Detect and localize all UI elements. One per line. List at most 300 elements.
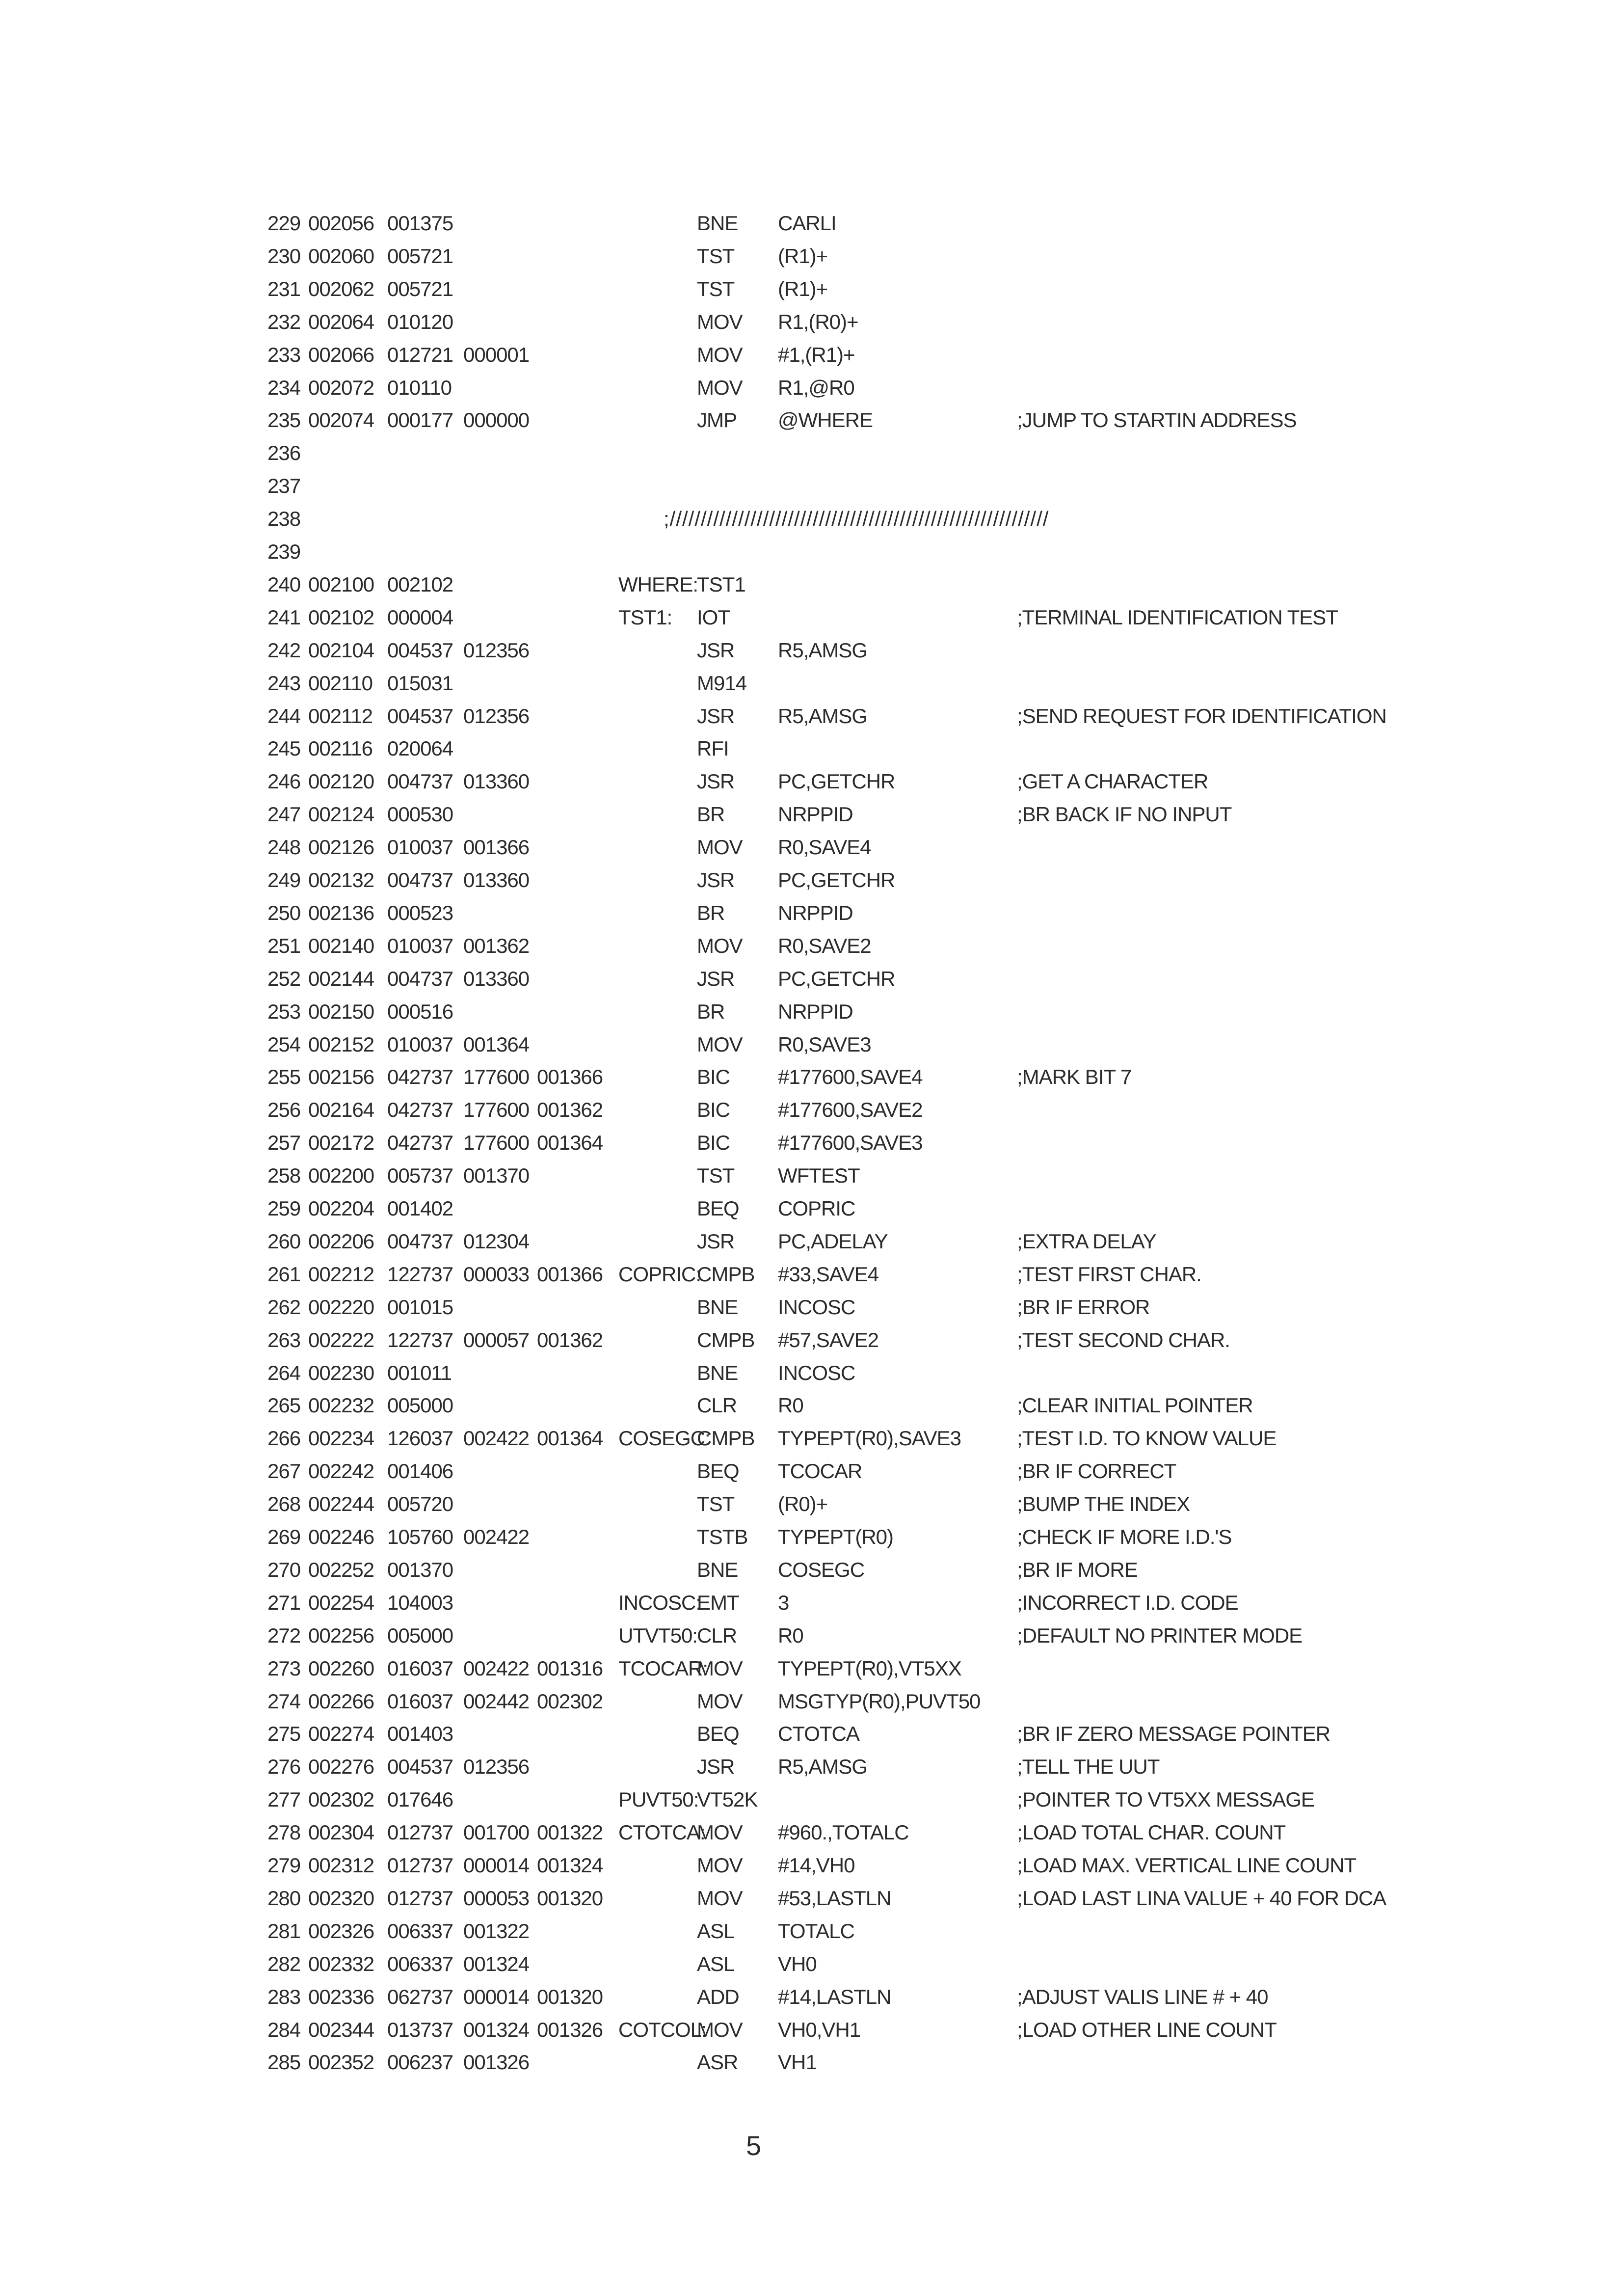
operand: R0,SAVE3 [778,1032,871,1056]
line-number: 229 [267,212,301,235]
comment: ;TERMINAL IDENTIFICATION TEST [1017,605,1338,629]
object-word-2: 001322 [463,1919,530,1943]
line-number: 257 [267,1131,301,1155]
object-word-3: 001320 [537,1985,603,2008]
line-number: 231 [267,277,301,300]
listing-line [0,1849,1623,1882]
opcode: CLR [697,1394,737,1417]
listing-line [0,897,1623,929]
address: 002164 [308,1098,374,1122]
listing-line [0,1094,1623,1126]
line-number: 275 [267,1722,301,1746]
opcode: TSTB [697,1525,748,1548]
object-word-1: 005000 [387,1394,453,1417]
address: 002072 [308,376,374,399]
operand: TYPEPT(R0) [778,1525,894,1548]
operand: TYPEPT(R0),VT5XX [778,1656,961,1680]
operand: R0,SAVE2 [778,934,871,957]
object-word-2: 013360 [463,868,530,891]
comment: ;TELL THE UUT [1017,1755,1160,1779]
operand: R0 [778,1394,803,1417]
operand: CARLI [778,212,836,235]
address: 002206 [308,1229,374,1253]
line-number: 232 [267,310,301,333]
object-word-1: 016037 [387,1656,453,1680]
object-word-2: 012356 [463,1755,530,1779]
operand: NRPPID [778,803,853,826]
operand: #960.,TOTALC [778,1821,909,1844]
line-number: 260 [267,1229,301,1253]
object-word-2: 013360 [463,770,530,793]
opcode: MOV [697,1821,743,1844]
listing-line [0,1521,1623,1553]
object-word-1: 012737 [387,1821,453,1844]
object-word-1: 105760 [387,1525,453,1548]
listing-line [0,1981,1623,2013]
opcode: ASR [697,2051,738,2074]
label: COSEGC: [618,1427,710,1450]
line-number: 279 [267,1854,301,1877]
line-number: 259 [267,1197,301,1220]
object-word-1: 122737 [387,1328,453,1351]
line-number: 237 [267,474,301,498]
comment: ;JUMP TO STARTIN ADDRESS [1017,408,1297,432]
object-word-3: 001366 [537,1262,603,1286]
object-word-1: 104003 [387,1591,453,1614]
object-word-1: 017646 [387,1788,453,1811]
object-word-1: 004537 [387,638,453,662]
operand: #177600,SAVE4 [778,1065,923,1089]
opcode: CMPB [697,1427,755,1450]
listing-line [0,996,1623,1028]
listing-line [0,732,1623,765]
comment: ;TEST SECOND CHAR. [1017,1328,1230,1351]
listing-line [0,1028,1623,1061]
line-number: 273 [267,1656,301,1680]
object-word-1: 005000 [387,1623,453,1647]
address: 002150 [308,999,374,1023]
comment: ;BR IF CORRECT [1017,1459,1176,1483]
object-word-2: 001326 [463,2051,530,2074]
address: 002232 [308,1394,374,1417]
label: PUVT50: [618,1788,699,1811]
listing-line [0,831,1623,864]
object-word-1: 002102 [387,572,453,596]
object-word-2: 012356 [463,638,530,662]
line-number: 267 [267,1459,301,1483]
opcode: BNE [697,1558,738,1581]
object-word-2: 001700 [463,1821,530,1844]
opcode: BIC [697,1065,730,1089]
operand: #177600,SAVE3 [778,1131,923,1155]
listing-line [0,1652,1623,1685]
address: 002260 [308,1656,374,1680]
address: 002156 [308,1065,374,1089]
listing-line [0,536,1623,568]
operand: PC,ADELAY [778,1229,888,1253]
comment: ;POINTER TO VT5XX MESSAGE [1017,1788,1314,1811]
listing-line [0,1324,1623,1356]
opcode: JSR [697,770,735,793]
line-number: 241 [267,605,301,629]
address: 002104 [308,638,374,662]
object-word-3: 001366 [537,1065,603,1089]
line-number: 239 [267,540,301,563]
line-number: 234 [267,376,301,399]
opcode: TST [697,244,735,268]
opcode: CLR [697,1623,737,1647]
operand: PC,GETCHR [778,770,895,793]
address: 002320 [308,1886,374,1910]
label: TST1: [618,605,672,629]
object-word-2: 000033 [463,1262,530,1286]
address: 002120 [308,770,374,793]
opcode: BR [697,999,725,1023]
line-number: 236 [267,441,301,465]
operand: WFTEST [778,1164,860,1188]
object-word-1: 016037 [387,1689,453,1713]
listing-line [0,404,1623,436]
opcode: BEQ [697,1459,739,1483]
object-word-2: 012356 [463,704,530,728]
opcode: MOV [697,934,743,957]
opcode: IOT [697,605,730,629]
address: 002254 [308,1591,374,1614]
object-word-1: 126037 [387,1427,453,1450]
object-word-1: 005721 [387,277,453,300]
object-word-2: 177600 [463,1131,530,1155]
opcode: JSR [697,704,735,728]
address: 002332 [308,1952,374,1975]
object-word-1: 010037 [387,934,453,957]
operand: (R0)+ [778,1492,828,1516]
address: 002344 [308,2018,374,2041]
opcode: MOV [697,343,743,366]
opcode: BEQ [697,1722,739,1746]
opcode: MOV [697,2018,743,2041]
line-number: 261 [267,1262,301,1286]
opcode: BR [697,803,725,826]
listing-line [0,765,1623,798]
opcode: RFI [697,737,729,760]
line-number: 242 [267,638,301,662]
address: 002064 [308,310,374,333]
operand: #53,LASTLN [778,1886,891,1910]
object-word-1: 015031 [387,671,453,695]
listing-line [0,1225,1623,1258]
object-word-1: 001406 [387,1459,453,1483]
line-number: 251 [267,934,301,957]
address: 002172 [308,1131,374,1155]
object-word-3: 001364 [537,1427,603,1450]
opcode: JSR [697,967,735,990]
object-word-1: 004737 [387,1229,453,1253]
line-number: 233 [267,343,301,366]
line-number: 271 [267,1591,301,1614]
comment: ;CHECK IF MORE I.D.'S [1017,1525,1232,1548]
label: INCOSC: [618,1591,701,1614]
address: 002060 [308,244,374,268]
operand: #57,SAVE2 [778,1328,879,1351]
listing-line [0,1389,1623,1422]
opcode: BNE [697,212,738,235]
opcode: ASL [697,1919,735,1943]
opcode: MOV [697,376,743,399]
listing-line [0,2014,1623,2046]
operand: VH0,VH1 [778,2018,861,2041]
opcode: MOV [697,1032,743,1056]
opcode: TST [697,1164,735,1188]
listing-line [0,1685,1623,1718]
opcode: MOV [697,1886,743,1910]
address: 002140 [308,934,374,957]
line-number: 280 [267,1886,301,1910]
line-number: 266 [267,1427,301,1450]
operand: (R1)+ [778,277,828,300]
object-word-1: 001011 [387,1361,452,1384]
opcode: BEQ [697,1197,739,1220]
object-word-2: 012304 [463,1229,530,1253]
operand: R5,AMSG [778,638,868,662]
listing-line [0,1422,1623,1455]
listing-line [0,601,1623,634]
line-number: 284 [267,2018,301,2041]
object-word-2: 000001 [463,343,530,366]
object-word-1: 012737 [387,1886,453,1910]
listing-line [0,930,1623,962]
opcode: BIC [697,1098,730,1122]
listing-line [0,1816,1623,1849]
line-number: 278 [267,1821,301,1844]
object-word-1: 000523 [387,901,453,924]
opcode: ASL [697,1952,735,1975]
line-number: 258 [267,1164,301,1188]
object-word-2: 013360 [463,967,530,990]
object-word-1: 001370 [387,1558,453,1581]
operand: INCOSC [778,1295,855,1319]
operand: R1,(R0)+ [778,310,858,333]
operand: TCOCAR [778,1459,862,1483]
opcode: CMPB [697,1328,755,1351]
comment: ;CLEAR INITIAL POINTER [1017,1394,1253,1417]
object-word-2: 001324 [463,1952,530,1975]
object-word-1: 012721 [387,343,453,366]
line-number: 235 [267,408,301,432]
object-word-1: 001015 [387,1295,453,1319]
address: 002062 [308,277,374,300]
address: 002266 [308,1689,374,1713]
object-word-1: 004537 [387,1755,453,1779]
listing-line [0,1620,1623,1652]
operand: TYPEPT(R0),SAVE3 [778,1427,961,1450]
operand: #177600,SAVE2 [778,1098,923,1122]
operand: MSGTYP(R0),PUVT50 [778,1689,981,1713]
opcode: MOV [697,1854,743,1877]
listing-line [0,1357,1623,1389]
address: 002066 [308,343,374,366]
listing-line [0,1751,1623,1783]
object-word-1: 020064 [387,737,453,760]
object-word-1: 000530 [387,803,453,826]
object-word-1: 005721 [387,244,453,268]
listing-line [0,339,1623,371]
opcode: EMT [697,1591,739,1614]
address: 002144 [308,967,374,990]
listing-line [0,1192,1623,1225]
object-word-1: 004737 [387,967,453,990]
operand: 3 [778,1591,789,1614]
address: 002204 [308,1197,374,1220]
opcode: JMP [697,408,737,432]
operand: INCOSC [778,1361,855,1384]
comment: ;ADJUST VALIS LINE # + 40 [1017,1985,1268,2008]
line-number: 281 [267,1919,301,1943]
object-word-1: 042737 [387,1065,453,1089]
opcode: BNE [697,1295,738,1319]
address: 002244 [308,1492,374,1516]
listing-line [0,1783,1623,1816]
address: 002102 [308,605,374,629]
comment: ;DEFAULT NO PRINTER MODE [1017,1623,1303,1647]
operand: PC,GETCHR [778,868,895,891]
listing-line [0,1291,1623,1324]
object-word-3: 001322 [537,1821,603,1844]
listing-line [0,1718,1623,1750]
operand: VH1 [778,2051,817,2074]
listing-line [0,372,1623,404]
listing-line [0,306,1623,338]
comment: ;BR IF ZERO MESSAGE POINTER [1017,1722,1330,1746]
object-word-2: 001370 [463,1164,530,1188]
opcode: MOV [697,1689,743,1713]
line-number: 285 [267,2051,301,2074]
listing-line [0,700,1623,732]
listing-line [0,207,1623,240]
object-word-2: 001324 [463,2018,530,2041]
address: 002200 [308,1164,374,1188]
line-number: 256 [267,1098,301,1122]
line-number: 252 [267,967,301,990]
listing-line [0,1587,1623,1619]
object-word-3: 001316 [537,1656,603,1680]
separator-comment: ;///////////////////////////////////////////////////////////// [664,507,1049,531]
address: 002222 [308,1328,374,1351]
opcode: BR [697,901,725,924]
label: UTVT50: [618,1623,698,1647]
listing-line [0,1948,1623,1980]
address: 002220 [308,1295,374,1319]
operand: R5,AMSG [778,1755,868,1779]
operand: R0 [778,1623,803,1647]
comment: ;BUMP THE INDEX [1017,1492,1190,1516]
listing-line [0,273,1623,305]
address: 002116 [308,737,373,760]
object-word-1: 010037 [387,836,453,859]
object-word-1: 004737 [387,868,453,891]
address: 002304 [308,1821,374,1844]
object-word-3: 001320 [537,1886,603,1910]
address: 002256 [308,1623,374,1647]
address: 002302 [308,1788,374,1811]
operand: #14,LASTLN [778,1985,891,2008]
comment: ;INCORRECT I.D. CODE [1017,1591,1238,1614]
listing-line [0,1127,1623,1159]
line-number: 246 [267,770,301,793]
operand: (R1)+ [778,244,828,268]
object-word-1: 006337 [387,1952,453,1975]
object-word-2: 001364 [463,1032,530,1056]
line-number: 254 [267,1032,301,1056]
object-word-1: 001402 [387,1197,453,1220]
line-number: 264 [267,1361,301,1384]
line-number: 276 [267,1755,301,1779]
object-word-3: 001326 [537,2018,603,2041]
listing-line [0,1554,1623,1586]
operand: VH0 [778,1952,817,1975]
object-word-1: 000177 [387,408,453,432]
opcode: BIC [697,1131,730,1155]
address: 002110 [308,671,373,695]
line-number: 270 [267,1558,301,1581]
object-word-3: 002302 [537,1689,603,1713]
label: COPRIC: [618,1262,701,1286]
object-word-1: 005737 [387,1164,453,1188]
object-word-2: 000053 [463,1886,530,1910]
object-word-1: 001403 [387,1722,453,1746]
listing-line [0,2046,1623,2079]
address: 002212 [308,1262,374,1286]
comment: ;MARK BIT 7 [1017,1065,1132,1089]
operand: NRPPID [778,901,853,924]
comment: ;EXTRA DELAY [1017,1229,1156,1253]
line-number: 255 [267,1065,301,1089]
opcode: JSR [697,868,735,891]
comment: ;BR IF MORE [1017,1558,1138,1581]
listing-line [0,1488,1623,1520]
operand: #33,SAVE4 [778,1262,879,1286]
line-number: 230 [267,244,301,268]
object-word-1: 004537 [387,704,453,728]
object-word-1: 042737 [387,1131,453,1155]
address: 002312 [308,1854,374,1877]
operand: #1,(R1)+ [778,343,855,366]
object-word-3: 001362 [537,1328,603,1351]
operand: R0,SAVE4 [778,836,871,859]
line-number: 274 [267,1689,301,1713]
object-word-1: 010037 [387,1032,453,1056]
address: 002056 [308,212,374,235]
line-number: 265 [267,1394,301,1417]
listing-line [0,1915,1623,1947]
operand: R5,AMSG [778,704,868,728]
object-word-2: 002422 [463,1656,530,1680]
listing-line [0,503,1623,535]
object-word-1: 005720 [387,1492,453,1516]
listing-line [0,1258,1623,1291]
address: 002132 [308,868,374,891]
comment: ;BR IF ERROR [1017,1295,1150,1319]
line-number: 253 [267,999,301,1023]
comment: ;LOAD LAST LINA VALUE + 40 FOR DCA [1017,1886,1386,1910]
label: CTOTCA: [618,1821,705,1844]
opcode: VT52K [697,1788,758,1811]
listing-line [0,798,1623,831]
operand: #14,VH0 [778,1854,855,1877]
opcode: ADD [697,1985,739,2008]
address: 002234 [308,1427,374,1450]
line-number: 249 [267,868,301,891]
opcode: BNE [697,1361,738,1384]
